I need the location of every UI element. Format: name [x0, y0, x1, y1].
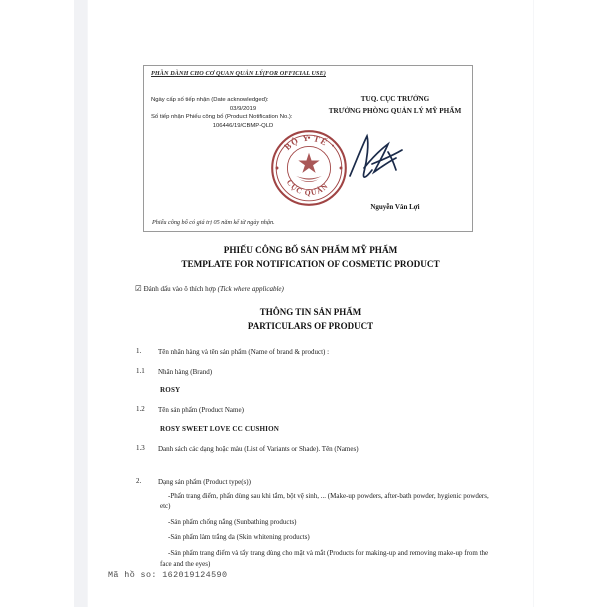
product-type-list	[160, 491, 496, 570]
checkbox-checked-icon: ☑	[135, 284, 142, 293]
document-code: Mã hồ so: 162019124590	[108, 570, 228, 580]
signer-name: Nguyễn Văn Lợi	[370, 203, 420, 211]
official-seal-stamp	[269, 128, 349, 208]
official-use-header: PHẦN DÀNH CHO CƠ QUAN QUẢN LÝ(FOR OFFICIAL USE)	[151, 70, 326, 77]
item-2-label: Dạng sản phẩm (Product type(s))	[158, 478, 251, 486]
page-gutter-left	[74, 0, 88, 607]
item-1-3-label: Danh sách các dạng hoặc màu (List of Variants or Shade). Tên (Names)	[158, 444, 359, 453]
issuing-authority	[320, 94, 470, 118]
date-acknowledged-value: 03/9/2019	[229, 105, 257, 112]
spacer	[136, 463, 496, 477]
authority-line-2: TRƯỞNG PHÒNG QUẢN LÝ MỸ PHẨM	[328, 106, 462, 115]
item-1-1-number: 1.1	[136, 366, 145, 375]
product-type-item: -Sản phẩm trang điểm và tẩy trang dùng cho mặt và mắt (Products for making-up and removing make-up from the face and the eyes)	[160, 549, 489, 568]
official-use-box	[143, 65, 473, 232]
item-1-label: Tên nhãn hàng và tên sản phẩm (Name of brand & product) :	[158, 348, 330, 356]
section-title-vi: THÔNG TIN SẢN PHẨM	[259, 307, 362, 317]
item-1	[136, 347, 496, 358]
tick-instruction-en: (Tick where applicable)	[217, 285, 284, 293]
svg-text:BỘ Y TẾ: BỘ Y TẾ	[283, 133, 330, 152]
section-title-en: PARTICULARS OF PRODUCT	[247, 321, 374, 332]
item-1-1	[136, 367, 496, 378]
product-type-item: -Phấn trang điểm, phấn dùng sau khi tắm, bột vệ sinh, ... (Make-up powders, after-bath powder, hygienic powders, etc)	[160, 491, 489, 511]
tick-instruction-vi: Đánh dấu vào ô thích hợp	[143, 285, 216, 293]
item-1-number: 1.	[136, 347, 142, 355]
handwritten-signature	[342, 128, 412, 190]
item-1-3-number: 1.3	[136, 443, 145, 452]
date-acknowledged-label: Ngày cấp số tiếp nhận (Date acknowledged):	[151, 97, 269, 103]
svg-text:CỤC QUẢN: CỤC QUẢN	[284, 177, 331, 198]
item-1-2-label: Tên sản phẩm (Product Name)	[158, 406, 244, 414]
item-2	[136, 477, 496, 488]
item-1-1-label: Nhãn hàng (Brand)	[158, 367, 213, 376]
product-particulars-body	[136, 347, 496, 574]
section-title	[118, 305, 503, 334]
document-title-vi: PHIẾU CÔNG BỐ SẢN PHẨM MỸ PHẨM	[223, 245, 398, 255]
item-2-number: 2.	[136, 477, 142, 485]
acknowledgement-block	[151, 96, 329, 130]
item-1-2-number: 1.2	[136, 405, 145, 413]
product-type-item: -Sản phẩm làm trắng da (Skin whitening products)	[168, 533, 310, 542]
brand-value: ROSY	[160, 386, 181, 394]
document-page	[88, 0, 533, 607]
product-name-value: ROSY SWEET LOVE CC CUSHION	[160, 424, 280, 433]
document-title	[118, 243, 503, 272]
item-1-3	[136, 444, 496, 455]
document-title-en: TEMPLATE FOR NOTIFICATION OF COSMETIC PRODUCT	[181, 259, 440, 270]
notification-number-label: Số tiếp nhận Phiếu công bố (Product Notification No.):	[151, 114, 293, 121]
validity-note: Phiếu công bố có giá trị 05 năm kể từ ngày nhận.	[152, 219, 275, 226]
notification-number-value: 106446/19/CBMP-QLD	[212, 122, 274, 129]
authority-line-1: TUQ. CỤC TRƯỞNG	[360, 95, 430, 103]
product-type-item: -Sản phẩm chống nắng (Sunbathing products)	[168, 517, 297, 526]
item-1-2	[136, 405, 496, 416]
tick-instruction	[135, 284, 284, 293]
